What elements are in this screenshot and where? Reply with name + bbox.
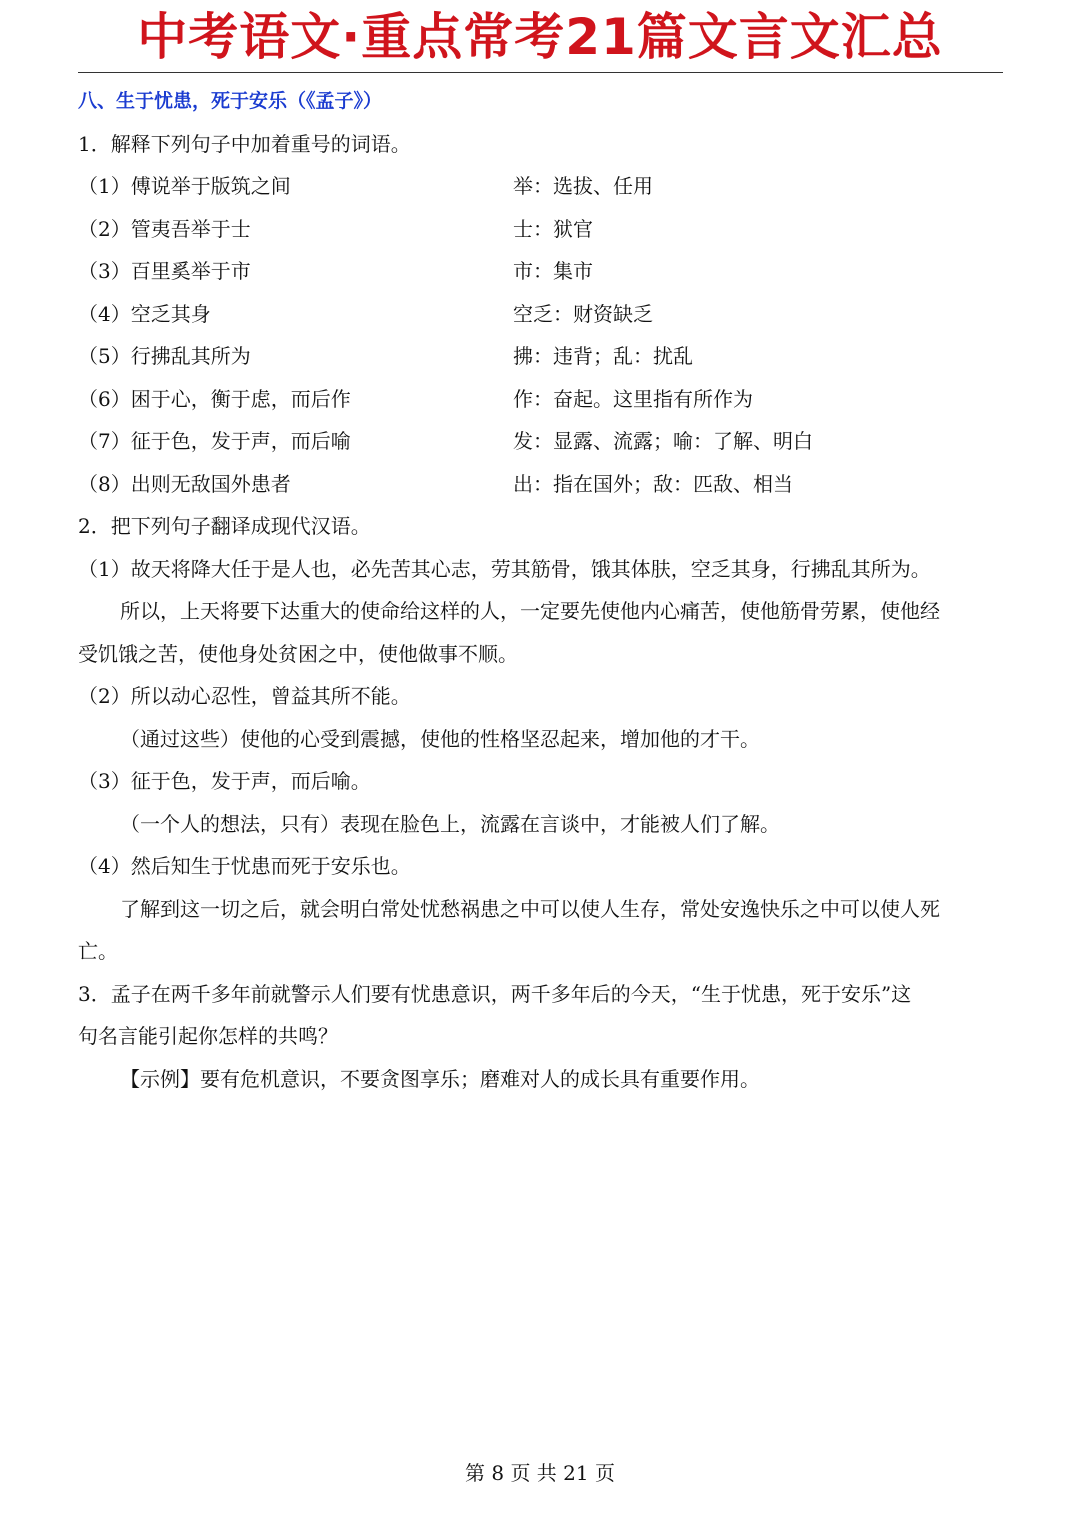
vocab-item (78, 293, 1003, 336)
section-title: 八、生于忧患，死于安乐（《孟子》） (78, 90, 383, 112)
vocab-question: （7）征于色，发于声，而后喻 (78, 429, 351, 453)
translation-answer: 了解到这一切之后，就会明白常处忧愁祸患之中可以使人生存，常处安逸快乐之中可以使人死 (120, 896, 940, 921)
translation-sentence: （2）所以动心忍性，曾益其所不能。 (78, 684, 411, 708)
document-body (78, 80, 1003, 1100)
vocab-item (78, 208, 1003, 251)
vocab-question: （5）行拂乱其所为 (78, 344, 251, 368)
translation-sentence: （1）故天将降大任于是人也，必先苦其心志，劳其筋骨，饿其体肤，空乏其身，行拂乱其所为。 (78, 556, 931, 581)
vocab-item (78, 165, 1003, 208)
vocab-question: （4）空乏其身 (78, 301, 211, 326)
vocab-answer: 空乏：财资缺乏 (513, 301, 653, 326)
vocab-question: （3）百里奚举于市 (78, 259, 251, 283)
translation-answer: （一个人的想法，只有）表现在脸色上，流露在言谈中，才能被人们了解。 (120, 811, 780, 836)
question-2-prompt: 2．把下列句子翻译成现代汉语。 (78, 514, 371, 538)
vocab-item (78, 335, 1003, 378)
vocab-answer: 举：选拔、任用 (513, 174, 653, 198)
vocab-answer: 市：集市 (513, 259, 593, 283)
translation-answer-continued: 受饥饿之苦，使他身处贫困之中，使他做事不顺。 (78, 641, 518, 666)
vocab-item (78, 250, 1003, 293)
vocab-question: （8）出则无敌国外患者 (78, 471, 291, 496)
vocab-question: （6）困于心，衡于虑，而后作 (78, 386, 351, 411)
vocab-question: （2）管夷吾举于士 (78, 216, 251, 241)
question-1-prompt: 1．解释下列句子中加着重号的词语。 (78, 131, 411, 156)
vocab-question: （1）傅说举于版筑之间 (78, 174, 291, 198)
translation-sentence: （3）征于色，发于声，而后喻。 (78, 769, 371, 793)
question-3-prompt-continued: 句名言能引起你怎样的共鸣？ (78, 1024, 338, 1048)
page-number: 第 8 页 共 21 页 (465, 1461, 615, 1485)
document-title: 中考语文·重点常考21篇文言文汇总 (137, 8, 943, 66)
question-3-answer: 【示例】要有危机意识，不要贪图享乐；磨难对人的成长具有重要作用。 (120, 1066, 760, 1091)
vocab-answer: 出：指在国外；敌：匹敌、相当 (513, 471, 793, 496)
translation-answer: 所以，上天将要下达重大的使命给这样的人，一定要先使他内心痛苦，使他筋骨劳累，使他经 (120, 599, 940, 623)
header-divider (78, 72, 1003, 73)
translation-sentence: （4）然后知生于忧患而死于安乐也。 (78, 854, 411, 878)
vocab-answer: 拂：违背；乱：扰乱 (513, 344, 693, 368)
vocab-item (78, 463, 1003, 506)
vocab-item (78, 378, 1003, 421)
vocab-answer: 作：奋起。这里指有所作为 (513, 386, 753, 411)
translation-answer-continued: 亡。 (78, 939, 118, 963)
vocab-item (78, 420, 1003, 463)
vocab-answer: 士：狱官 (513, 216, 593, 241)
vocab-answer: 发：显露、流露；喻：了解、明白 (513, 429, 813, 453)
question-3-prompt: 3．孟子在两千多年前就警示人们要有忧患意识，两千多年后的今天，“生于忧患，死于安乐”这 (78, 981, 912, 1006)
translation-answer: （通过这些）使他的心受到震撼，使他的性格坚忍起来，增加他的才干。 (120, 726, 760, 751)
